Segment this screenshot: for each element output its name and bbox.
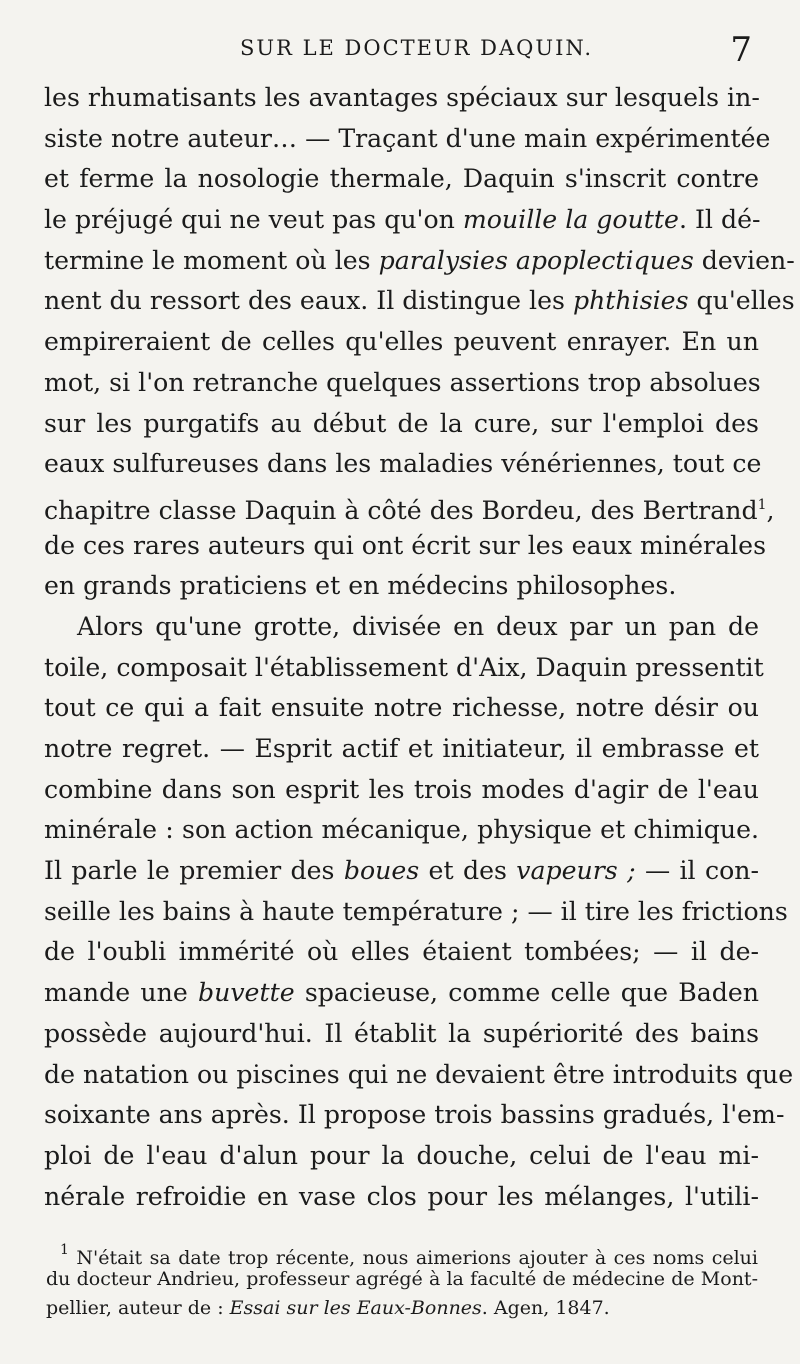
text-line: nérale refroidie en vase clos pour les mélanges, l'utili- <box>44 1181 759 1211</box>
page-header <box>0 30 800 76</box>
running-title: SUR LE DOCTEUR DAQUIN. <box>240 36 594 60</box>
text-line: chapitre classe Daquin à côté des Bordeu, des Bertrand$^1$, <box>44 495 775 525</box>
body-text <box>44 78 795 1217</box>
text-line: termine le moment où les paralysies apoplectiques devien- <box>44 245 795 275</box>
text-line: Il parle le premier des boues et des vapeurs ; — il con- <box>44 856 759 886</box>
text-line: de l'oubli immérité où elles étaient tombées; — il de- <box>44 937 759 967</box>
page-number: 7 <box>730 30 752 70</box>
footnote <box>46 1236 758 1323</box>
text-line: toile, composait l'établissement d'Aix, Daquin pressentit <box>44 652 764 682</box>
footnote-reference[interactable]: 1 <box>757 496 767 513</box>
text-line: de natation ou piscines qui ne devaient être introduits que <box>44 1059 794 1089</box>
footnote-line: du docteur Andrieu, professeur agrégé à la faculté de médecine de Mont- <box>46 1268 758 1290</box>
text-line: Alors qu'une grotte, divisée en deux par un pan de <box>77 611 759 641</box>
text-line: et ferme la nosologie thermale, Daquin s'inscrit contre <box>44 164 759 194</box>
text-line: seille les bains à haute température ; — il tire les frictions <box>44 896 788 926</box>
footnote-mark: 1 <box>60 1242 69 1258</box>
text-line: tout ce qui a fait ensuite notre richesse, notre désir ou <box>44 693 759 723</box>
text-line: notre regret. — Esprit actif et initiateur, il embrasse et <box>44 734 759 763</box>
text-line: mande une buvette spacieuse, comme celle que Baden <box>44 978 760 1008</box>
footnote-line: $^1$ N'était sa date trop récente, nous aimerions ajouter à ces noms celui <box>60 1242 758 1269</box>
text-line: ploi de l'eau d'alun pour la douche, celui de l'eau mi- <box>44 1140 759 1170</box>
text-line: combine dans son esprit les trois modes d'agir de l'eau <box>44 774 759 804</box>
text-line: nent du ressort des eaux. Il distingue les phthisies qu'elles <box>44 286 795 316</box>
text-line: empireraient de celles qu'elles peuvent enrayer. En un <box>44 327 759 357</box>
text-line: minérale : son action mécanique, physique et chimique. <box>44 815 759 845</box>
footnote-line: pellier, auteur de : Essai sur les Eaux-Bonnes. Agen, 1847. <box>46 1297 610 1319</box>
text-line: le préjugé qui ne veut pas qu'on mouille la goutte. Il dé- <box>44 205 761 235</box>
text-line: de ces rares auteurs qui ont écrit sur les eaux minérales <box>44 530 766 560</box>
text-line: soixante ans après. Il propose trois bassins gradués, l'em- <box>44 1100 785 1130</box>
text-line: possède aujourd'hui. Il établit la supériorité des bains <box>44 1018 759 1048</box>
text-line: en grands praticiens et en médecins philosophes. <box>44 571 677 601</box>
text-line: mot, si l'on retranche quelques assertions trop absolues <box>44 367 761 397</box>
text-line: siste notre auteur… — Traçant d'une main expérimentée <box>44 123 771 153</box>
text-line: eaux sulfureuses dans les maladies vénériennes, tout ce <box>44 449 762 479</box>
text-line: les rhumatisants les avantages spéciaux sur lesquels in- <box>44 83 760 112</box>
text-line: sur les purgatifs au début de la cure, sur l'emploi des <box>44 408 759 438</box>
